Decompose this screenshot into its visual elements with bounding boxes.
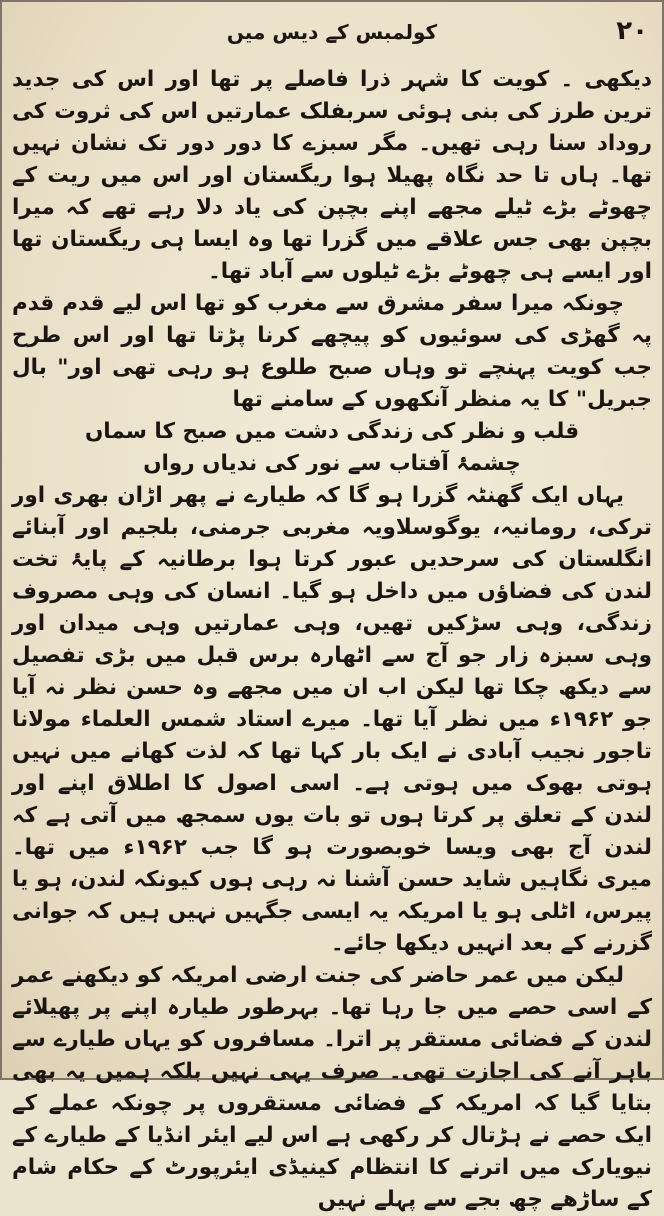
running-title: کولمبس کے دیس میں: [226, 20, 438, 44]
verse-line: قلب و نظر کی زندگی دشت میں صبح کا سماں: [84, 419, 580, 444]
verse-line: چشمۂ آفتاب سے نور کی ندیاں رواں: [143, 451, 521, 476]
paragraph: یہاں ایک گھنٹہ گزرا ہو گا کہ طیارے نے پھر اڑان بھری اور ترکی، رومانیہ، یوگوسلاویہ مغربی جرمنی، بلجیم اور آبنائے انگلستان کی سرحدیں عبور کرتا ہوا برطانیہ کے پایۂ تخت لندن کی فضاؤں میں داخل ہو گیا۔ انسان کی وہی مصروف زندگی، وہی سڑکیں تھیں، وہی عمارتیں وہی میدان اور وہی سبزہ زار جو آج سے اٹھارہ برس قبل میں بڑی تفصیل سے دیکھ چکا تھا لیکن اب ان میں مجھے وہ حسن نظر نہ آیا جو ۱۹۶۲ء میں نظر آیا تھا۔ میرے استاد شمس العلماء مولانا تاجور نجیب آبادی نے ایک بار کہا تھا کہ لذت کھانے میں نہیں ہوتی بھوک میں ہوتی ہے۔ اسی اصول کا اطلاق اپنے اور لندن کے تعلق پر کرتا ہوں تو بات یوں سمجھ میں آتی ہے کہ لندن آج بھی ویسا خوبصورت ہو گا جب ۱۹۶۲ء میں تھا۔ میری نگاہیں شاید حسن آشنا نہ رہی ہوں کیونکہ لندن، ہو یا پیرس، اٹلی ہو یا امریکہ یہ ایسی جگہیں نہیں ہیں کہ جوانی گزرنے کے بعد انہیں دیکھا جائے۔: [12, 483, 652, 956]
paragraph: لیکن میں عمر حاضر کی جنت ارضی امریکہ کو دیکھنے عمر کے اسی حصے میں جا رہا تھا۔ بہرطور طیارہ اپنے پر پھیلائے لندن کے فضائی مستقر پر اترا۔ مسافروں کو یہاں طیارے سے باہر آنے کی اجازت تھی۔ صرف یہی نہیں بلکہ ہمیں یہ بھی بتایا گیا کہ امریکہ کے فضائی مستقروں پر چونکہ عملے کے ایک حصے نے ہڑتال کر رکھی ہے اس لیے ایئر انڈیا کے طیارے کے نیویارک میں اترنے کا انتظام کینیڈی ایئرپورٹ کے حکام شام کے ساڑھے چھ بجے سے پہلے نہیں: [12, 963, 652, 1212]
page-number: ۲۰: [616, 16, 648, 46]
poetry-verse: [12, 416, 652, 480]
paragraph: چونکہ میرا سفر مشرق سے مغرب کو تھا اس لیے قدم قدم پہ گھڑی کی سوئیوں کو پیچھے کرنا پڑتا تھا اور اس طرح جب کویت پہنچے تو وہاں صبح طلوع ہو رہی تھی اور" بال جبریل" کا یہ منظر آنکھوں کے سامنے تھا: [12, 291, 652, 412]
page-body: [12, 64, 652, 1212]
paragraph: دیکھی ۔ کویت کا شہر ذرا فاصلے پر تھا اور اس کی جدید ترین طرز کی بنی ہوئی سربفلک عمارتیں اس کی ثروت کی روداد سنا رہی تھیں۔ مگر سبزے کا دور دور تک نشان نہیں تھا۔ ہاں تا حد نگاہ پھیلا ہوا ریگستان اور اس میں ریت کے چھوٹے بڑے ٹیلے مجھے اپنے بچپن کی یاد دلا رہے تھے کہ میرا بچپن بھی جس علاقے میں گزرا تھا وہ ایسا ہی ریگستان تھا اور ایسے ہی چھوٹے بڑے ٹیلوں سے آباد تھا۔: [12, 67, 652, 284]
page-header: [2, 10, 662, 54]
